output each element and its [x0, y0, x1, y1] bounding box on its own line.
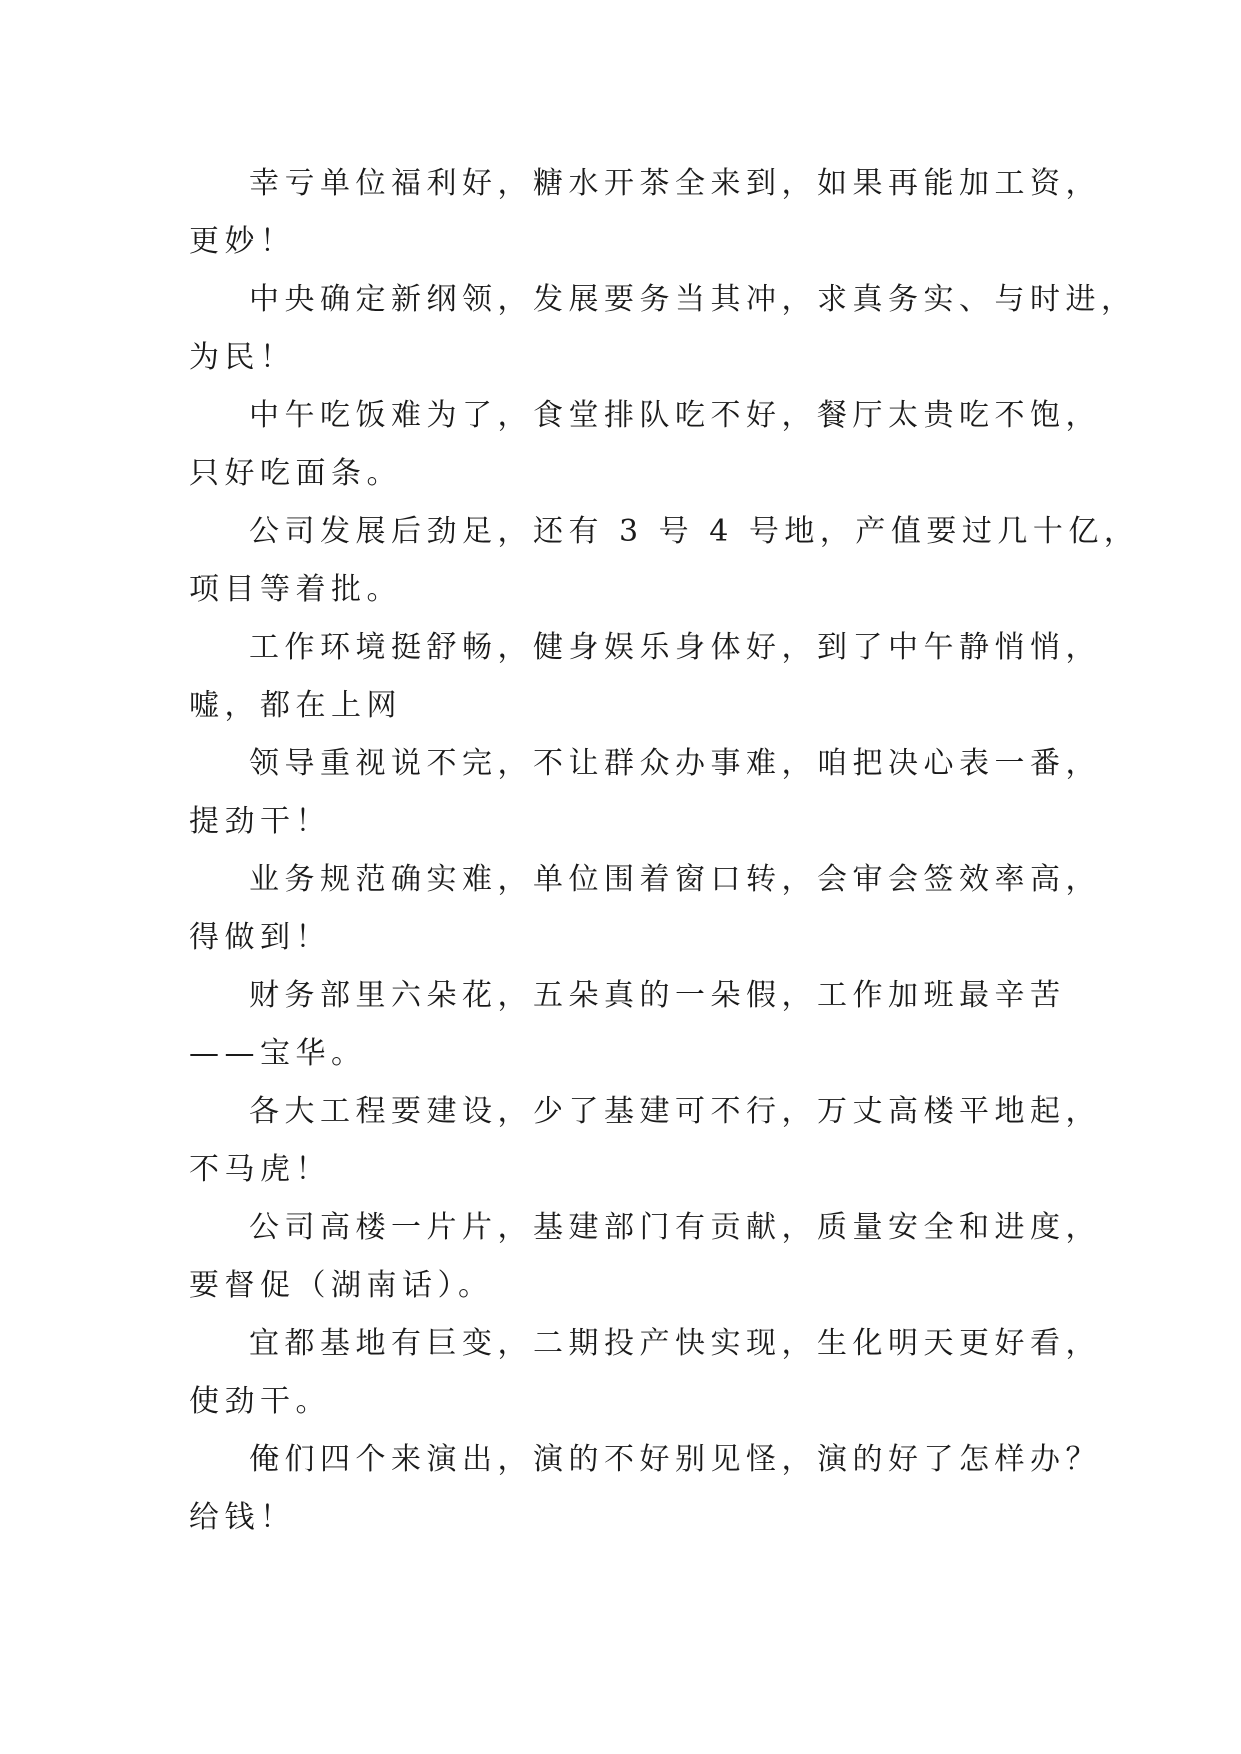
paragraph	[189, 1083, 1101, 1199]
paragraph	[189, 1315, 1101, 1431]
paragraph-line: 提劲干！	[189, 804, 331, 839]
paragraph-line: ——宝华。	[189, 1036, 367, 1071]
paragraph	[189, 1431, 1101, 1547]
paragraph	[189, 271, 1137, 387]
paragraph	[189, 851, 1101, 967]
paragraph-line: 宜都基地有巨变，二期投产快实现，生化明天更好看，	[249, 1326, 1101, 1361]
paragraph-line: 俺们四个来演出，演的不好别见怪，演的好了怎样办？	[249, 1442, 1101, 1477]
paragraph-line: 要督促（湖南话）。	[189, 1268, 494, 1303]
paragraph-line: 给钱！	[189, 1500, 296, 1535]
paragraph-line: 各大工程要建设，少了基建可不行，万丈高楼平地起，	[249, 1094, 1101, 1129]
paragraph	[189, 155, 1101, 271]
paragraph-line: 使劲干。	[189, 1384, 331, 1419]
paragraph	[189, 619, 1101, 735]
paragraph	[189, 387, 1101, 503]
paragraph-line: 中央确定新纲领，发展要务当其冲，求真务实、与时进，	[249, 282, 1137, 317]
paragraph-line: 业务规范确实难，单位围着窗口转，会审会签效率高，	[249, 862, 1101, 897]
paragraph	[189, 735, 1101, 851]
paragraph-line: 公司高楼一片片，基建部门有贡献，质量安全和进度，	[249, 1210, 1101, 1245]
paragraph-line: 幸亏单位福利好，糖水开茶全来到，如果再能加工资，	[249, 166, 1101, 201]
paragraph	[189, 967, 1069, 1083]
paragraph-line: 公司发展后劲足，还有 3 号 4 号地，产值要过几十亿，	[249, 514, 1140, 549]
paragraph-line: 不马虎！	[189, 1152, 331, 1187]
paragraph-line: 工作环境挺舒畅，健身娱乐身体好，到了中午静悄悄，	[249, 630, 1101, 665]
paragraph-line: 领导重视说不完，不让群众办事难，咱把决心表一番，	[249, 746, 1101, 781]
paragraph-line: 只好吃面条。	[189, 456, 402, 491]
paragraph	[189, 1199, 1101, 1315]
paragraph-line: 更妙！	[189, 224, 296, 259]
paragraph-line: 得做到！	[189, 920, 331, 955]
paragraph-line: 项目等着批。	[189, 572, 402, 607]
paragraph	[189, 503, 1140, 619]
document-body	[189, 155, 1140, 1547]
paragraph-line: 为民！	[189, 340, 296, 375]
paragraph-line: 中午吃饭难为了，食堂排队吃不好，餐厅太贵吃不饱，	[249, 398, 1101, 433]
paragraph-line: 财务部里六朵花，五朵真的一朵假，工作加班最辛苦	[249, 978, 1066, 1013]
paragraph-line: 嘘，都在上网	[189, 688, 402, 723]
